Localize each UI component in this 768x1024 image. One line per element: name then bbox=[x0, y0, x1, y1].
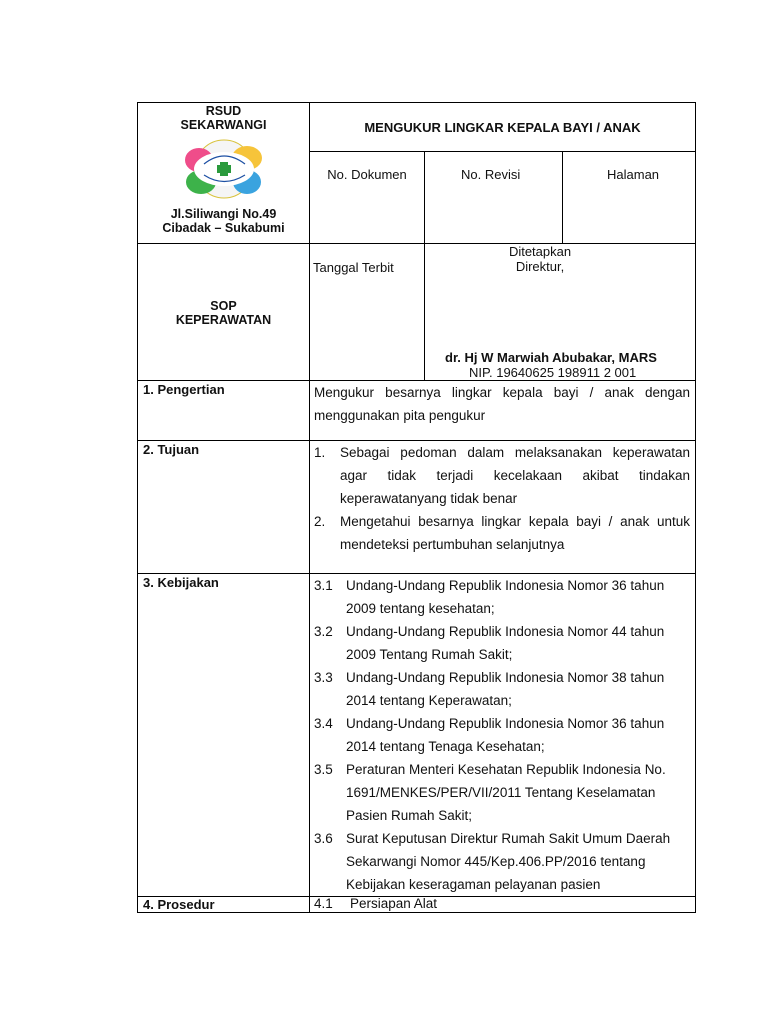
sop-type-cell bbox=[138, 244, 310, 381]
revision-cell bbox=[425, 152, 563, 244]
list-item: 4.1 Persiapan Alat bbox=[314, 896, 438, 911]
doc-number-cell bbox=[310, 152, 425, 244]
doc-number-label: No. Dokumen bbox=[327, 167, 407, 182]
kebijakan-label: 3. Kebijakan bbox=[143, 575, 219, 590]
list-item: 3.2 Undang-Undang Republik Indonesia Nomor 44 tahun 2009 Tentang Rumah Sakit; bbox=[314, 624, 665, 662]
org-header-cell bbox=[138, 103, 310, 244]
org-name-line1: RSUD bbox=[205, 104, 242, 118]
prosedur-label: 4. Prosedur bbox=[143, 897, 215, 912]
approval-cell bbox=[425, 244, 696, 381]
address-line1: Jl.Siliwangi No.49 bbox=[170, 207, 277, 221]
kebijakan-label-cell bbox=[138, 574, 310, 897]
document-title: MENGUKUR LINGKAR KEPALA BAYI / ANAK bbox=[364, 119, 641, 135]
list-item: 3.1 Undang-Undang Republik Indonesia Nomor 36 tahun 2009 tentang kesehatan; bbox=[314, 578, 665, 616]
prosedur-label-cell bbox=[138, 897, 310, 913]
director-title: Direktur, bbox=[515, 259, 565, 274]
kebijakan-list bbox=[310, 574, 695, 896]
hospital-logo-icon bbox=[177, 138, 271, 200]
kebijakan-content-cell bbox=[310, 574, 696, 897]
prosedur-content-cell bbox=[310, 897, 696, 913]
org-name-line2: SEKARWANGI bbox=[180, 118, 267, 132]
list-item: 3.3 Undang-Undang Republik Indonesia Nomor 38 tahun 2014 tentang Keperawatan; bbox=[314, 670, 665, 708]
tujuan-label-cell bbox=[138, 441, 310, 574]
document-title-cell bbox=[310, 103, 696, 152]
director-nip: NIP. 19640625 198911 2 001 bbox=[469, 365, 637, 380]
page-label: Halaman bbox=[607, 167, 660, 182]
list-item: 3.5 Peraturan Menteri Kesehatan Republik Indonesia No. 1691/MENKES/PER/VII/2011 Tentang Keselamatan Pasien Rumah Sakit; bbox=[314, 762, 666, 823]
tujuan-list bbox=[310, 441, 695, 556]
page-cell bbox=[563, 152, 696, 244]
pengertian-label-cell bbox=[138, 381, 310, 441]
pengertian-label: 1. Pengertian bbox=[143, 382, 225, 397]
sop-table bbox=[137, 102, 696, 913]
approved-by-label: Ditetapkan bbox=[508, 244, 572, 259]
sop-line1: SOP bbox=[210, 299, 237, 313]
list-item: 1. Sebagai pedoman dalam melaksanakan keperawatan agar tidak terjadi kecelakaan akibat tindakan keperawatanyang tidak benar bbox=[314, 445, 691, 506]
pengertian-content-cell bbox=[310, 381, 696, 441]
sop-line2: KEPERAWATAN bbox=[175, 313, 272, 327]
pengertian-text: Mengukur besarnya lingkar kepala bayi / anak dengan menggunakan pita pengukur bbox=[314, 385, 691, 423]
sop-document bbox=[137, 102, 695, 913]
tujuan-content-cell bbox=[310, 441, 696, 574]
list-item: 2. Mengetahui besarnya lingkar kepala bayi / anak untuk mendeteksi pertumbuhan selanjutnya bbox=[314, 514, 691, 552]
director-name: dr. Hj W Marwiah Abubakar, MARS bbox=[445, 350, 657, 365]
tujuan-label: 2. Tujuan bbox=[143, 442, 200, 457]
address-line2: Cibadak – Sukabumi bbox=[162, 221, 285, 235]
list-item: 3.6 Surat Keputusan Direktur Rumah Sakit Umum Daerah Sekarwangi Nomor 445/Kep.406.PP/2016 tentang Kebijakan keseragaman pelayanan pasien bbox=[314, 831, 671, 892]
revision-label: No. Revisi bbox=[461, 167, 521, 182]
list-item: 3.4 Undang-Undang Republik Indonesia Nomor 36 tahun 2014 tentang Tenaga Kesehatan; bbox=[314, 716, 665, 754]
issue-date-label: Tanggal Terbit bbox=[313, 260, 394, 275]
